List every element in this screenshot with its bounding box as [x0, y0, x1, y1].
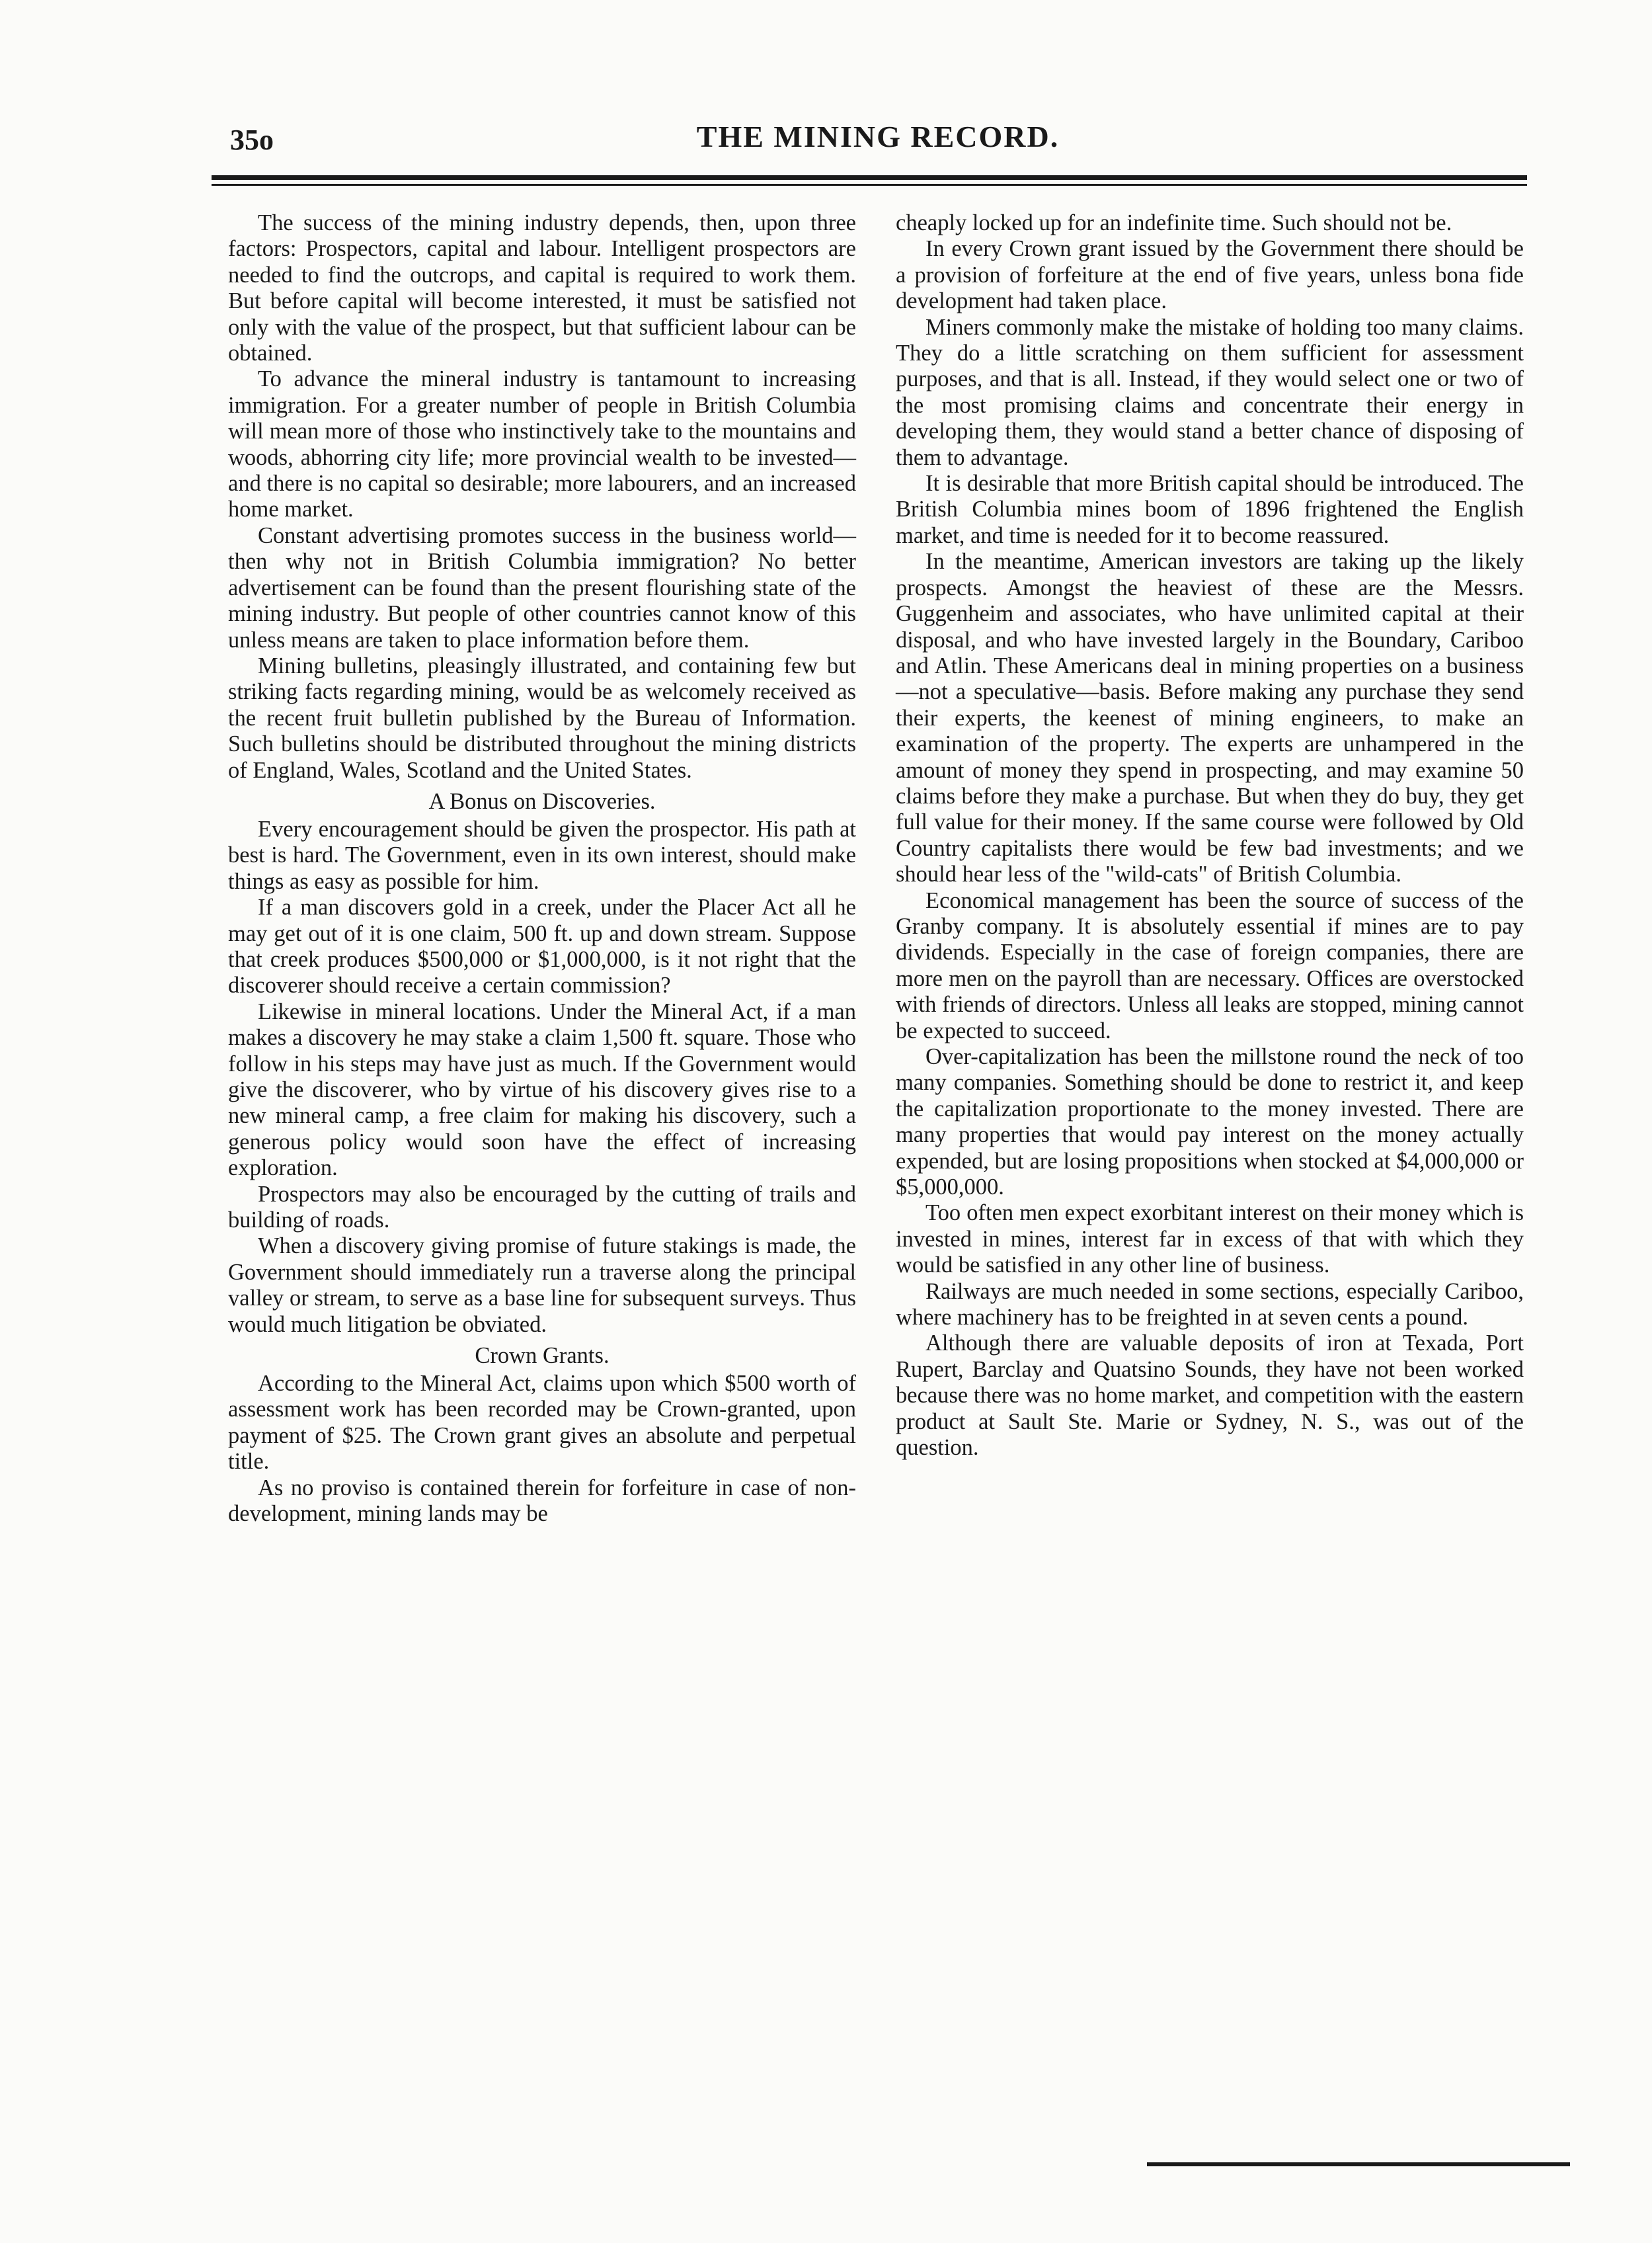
paragraph: Economical management has been the source of success of the Granby company. It is absolutely essential if mines are to pay dividends. Especially in the case of foreign companies, there are more men on the payroll than are necessary. Offices are overstocked with friends of directors. Unless all leaks are stopped, mining cannot be expected to succeed.: [896, 887, 1524, 1043]
section-heading: Crown Grants.: [475, 1343, 610, 1369]
paragraph: The success of the mining industry depends, then, upon three factors: Prospectors, capital and labour. Intelligent prospectors are needed to find the outcrops, and capital is required to work them. But before capital will become interested, it must be satisfied not only with the value of the prospect, but that sufficient labour can be obtained.: [228, 210, 856, 366]
paragraph: To advance the mineral industry is tantamount to increasing immigration. For a greater number of people in British Columbia will mean more of those who instinctively take to the mountains and woods, abhorring city life; more provincial wealth to be invested—and there is no capital so desirable; more labourers, and an increased home market.: [228, 366, 856, 522]
header-rule-thick: [212, 175, 1527, 180]
header-rule-thin: [212, 184, 1527, 186]
paragraph: If a man discovers gold in a creek, under the Placer Act all he may get out of it is one claim, 500 ft. up and down stream. Suppose that creek produces $500,000 or $1,000,000, is it not right that the discoverer should receive a certain commission?: [228, 895, 856, 999]
paragraph: Mining bulletins, pleasingly illustrated, and containing few but striking facts regarding mining, would be as welcomely received as the recent fruit bulletin published by the Bureau of Information. Such bulletins should be distributed throughout the mining districts of England, Wales, Scotland and the United States.: [228, 653, 856, 783]
footer-rule: [1147, 2162, 1570, 2166]
paragraph: Although there are valuable deposits of iron at Texada, Port Rupert, Barclay and Quatsino Sounds, they have not been worked because there was no home market, and competition with the eastern product at Sault Ste. Marie or Sydney, N. S., was out of the question.: [896, 1330, 1524, 1461]
paragraph: When a discovery giving promise of future stakings is made, the Government should immediately run a traverse along the principal valley or stream, to serve as a base line for subsequent surveys. Thus would much litigation be obviated.: [228, 1233, 856, 1337]
paragraph: In every Crown grant issued by the Government there should be a provision of forfeiture at the end of five years, unless bona fide development had taken place.: [896, 236, 1524, 314]
right-column: [896, 210, 1524, 1461]
paragraph: As no proviso is contained therein for forfeiture in case of non-development, mining lands may be: [228, 1475, 856, 1527]
paragraph: It is desirable that more British capital should be introduced. The British Columbia mines boom of 1896 frightened the English market, and time is needed for it to become reassured.: [896, 471, 1524, 548]
paragraph: Too often men expect exorbitant interest on their money which is invested in mines, interest far in excess of that with which they would be satisfied in any other line of business.: [896, 1200, 1524, 1278]
page-number: 35o: [230, 124, 274, 156]
paragraph: Every encouragement should be given the prospector. His path at best is hard. The Government, even in its own interest, should make things as easy as possible for him.: [228, 816, 856, 894]
paragraph: Constant advertising promotes success in the business world—then why not in British Columbia immigration? No better advertisement can be found than the present flourishing state of the mining industry. But people of other countries cannot know of this unless means are taken to place information before them.: [228, 522, 856, 653]
paragraph-continued: cheaply locked up for an indefinite time. Such should not be.: [896, 210, 1452, 235]
paragraph: Miners commonly make the mistake of holding too many claims. They do a little scratching on them sufficient for assessment purposes, and that is all. Instead, if they would select one or two of the most promising claims and concentrate their energy in developing them, they would stand a better chance of disposing of them to advantage.: [896, 314, 1524, 470]
paragraph: According to the Mineral Act, claims upon which $500 worth of assessment work has been recorded may be Crown-granted, upon payment of $25. The Crown grant gives an absolute and perpetual title.: [228, 1371, 856, 1475]
paragraph: Likewise in mineral locations. Under the Mineral Act, if a man makes a discovery he may stake a claim 1,500 ft. square. Those who follow in his steps may have just as much. If the Government would give the discoverer, who by virtue of his discovery gives rise to a new mineral camp, a free claim for making his discovery, such a generous policy would soon have the effect of increasing exploration.: [228, 999, 856, 1181]
page-header: [230, 119, 1526, 172]
paragraph: Over-capitalization has been the millstone round the neck of too many companies. Something should be done to restrict it, and keep the capitalization proportionate to the money invested. There are many properties that would pay interest on the money actually expended, but are losing propositions when stocked at $4,000,000 or $5,000,000.: [896, 1044, 1524, 1200]
paragraph: In the meantime, American investors are taking up the likely prospects. Amongst the heaviest of these are the Messrs. Guggenheim and associates, who have unlimited capital at their disposal, and who have invested largely in the Boundary, Cariboo and Atlin. These Americans deal in mining properties on a business—not a speculative—basis. Before making any purchase they send their experts, the keenest of mining engineers, to make an examination of the property. The experts are unhampered in the amount of money they spend in prospecting, and may examine 50 claims before they make a purchase. But when they do buy, they get full value for their money. If the same course were followed by Old Country capitalists there would be few bad investments; and we should hear less of the "wild-cats" of British Columbia.: [896, 549, 1524, 887]
journal-title: THE MINING RECORD.: [696, 120, 1060, 153]
section-heading: A Bonus on Discoveries.: [428, 788, 656, 814]
paragraph: Prospectors may also be encouraged by the cutting of trails and building of roads.: [228, 1181, 856, 1233]
paragraph: Railways are much needed in some sections, especially Cariboo, where machinery has to be freighted in at seven cents a pound.: [896, 1278, 1524, 1330]
left-column: [228, 210, 856, 1528]
